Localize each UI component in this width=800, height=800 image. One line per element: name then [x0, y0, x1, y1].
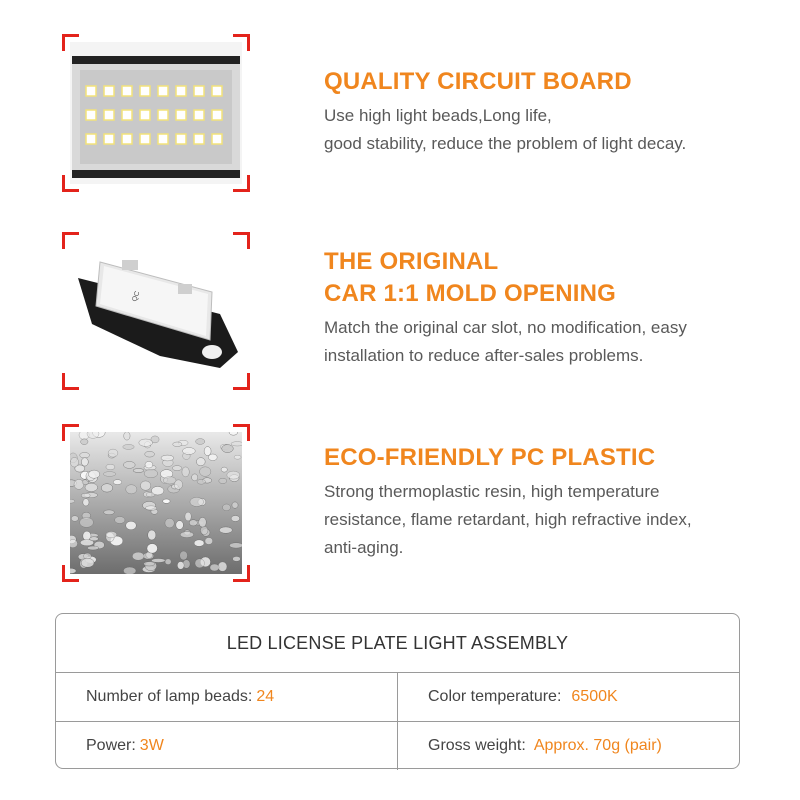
- plastic-pellet: [234, 455, 241, 459]
- plastic-pellet: [145, 451, 155, 457]
- plastic-pellet: [219, 527, 232, 533]
- feature-description: [324, 102, 784, 158]
- plastic-pellet: [133, 469, 144, 473]
- plastic-pellet: [165, 518, 174, 528]
- led-bead: [212, 86, 222, 96]
- plastic-pellet: [222, 445, 234, 453]
- plastic-pellet: [180, 551, 188, 560]
- led-bead: [122, 86, 132, 96]
- desc-line: Strong thermoplastic resin, high temperature: [324, 482, 660, 501]
- spec-label: Gross weight:: [428, 737, 526, 754]
- plastic-pellet: [103, 472, 115, 477]
- led-board-illustration: [70, 42, 242, 184]
- led-bead: [86, 86, 96, 96]
- led-bead: [158, 134, 168, 144]
- plastic-pellet: [89, 470, 100, 478]
- plastic-pellet: [194, 540, 204, 547]
- spec-value: Approx. 70g (pair): [533, 737, 662, 754]
- led-bead: [86, 134, 96, 144]
- plastic-pellet: [140, 481, 150, 490]
- plastic-pellet: [177, 562, 184, 570]
- plastic-pellet: [87, 546, 98, 550]
- plastic-pellet: [223, 504, 231, 511]
- plastic-pellet: [231, 442, 242, 446]
- spec-value: 24: [256, 688, 275, 705]
- plastic-pellet: [81, 439, 88, 445]
- feature-description: [324, 314, 784, 370]
- plastic-pellet: [71, 516, 78, 522]
- plastic-pellet: [70, 499, 75, 503]
- plastic-pellet: [185, 512, 191, 521]
- plastic-pellet: [180, 532, 193, 538]
- plastic-pellet: [204, 447, 211, 456]
- plastic-pellet: [132, 552, 144, 560]
- plastic-pellet: [124, 432, 130, 440]
- plastic-pellet: [139, 439, 153, 446]
- plastic-pellet: [199, 517, 207, 527]
- spec-table: [55, 613, 740, 769]
- plastic-pellet: [90, 537, 99, 541]
- spec-cell-color-temperature: [397, 673, 739, 721]
- led-bead: [104, 134, 114, 144]
- plastic-pellet: [221, 467, 227, 472]
- led-bead: [212, 110, 222, 120]
- feature-description: [324, 478, 784, 562]
- led-bead: [104, 86, 114, 96]
- title-line: ECO-FRIENDLY PC PLASTIC: [324, 444, 656, 471]
- plastic-pellet: [163, 477, 176, 484]
- housing-image: [62, 232, 250, 390]
- spec-cell-lamp-beads: [56, 673, 397, 721]
- plastic-pellet: [123, 567, 136, 574]
- plastic-pellet: [70, 540, 78, 548]
- plastic-pellet: [163, 499, 170, 503]
- plastic-pellet: [208, 454, 217, 461]
- plastic-pellet: [173, 442, 182, 447]
- led-bead: [140, 86, 150, 96]
- plastic-pellet: [113, 480, 122, 485]
- plastic-pellet: [196, 458, 205, 466]
- plastic-pellet: [81, 493, 90, 498]
- plastic-pellet: [80, 452, 90, 458]
- plastic-pellet: [70, 568, 76, 573]
- plastic-pellet: [227, 471, 240, 479]
- svg-text:QC: QC: [131, 290, 142, 303]
- plastic-pellet: [197, 479, 205, 484]
- plastic-pellet: [126, 521, 137, 530]
- spec-label: Power:: [86, 737, 136, 754]
- title-line: QUALITY CIRCUIT BOARD: [324, 68, 632, 95]
- plastic-pellet: [183, 448, 196, 455]
- plastic-pellet: [200, 467, 211, 477]
- spec-title: LED LICENSE PLATE LIGHT ASSEMBLY: [56, 614, 739, 673]
- plastic-pellet: [229, 432, 238, 435]
- plastic-pellet: [231, 516, 240, 522]
- plastic-pellet: [205, 538, 213, 545]
- led-bead: [140, 134, 150, 144]
- led-bead: [122, 110, 132, 120]
- plastic-pellet: [144, 562, 155, 566]
- plastic-pellet: [189, 520, 197, 526]
- spec-row: [56, 673, 739, 722]
- spec-value: 6500K: [571, 688, 618, 705]
- plastic-pellet: [115, 517, 125, 524]
- plastic-pellet: [233, 556, 241, 561]
- plastic-pellets-image: [62, 424, 250, 582]
- spec-label: Number of lamp beads:: [86, 688, 253, 705]
- plastic-pellet: [148, 530, 156, 540]
- plastic-pellet: [218, 562, 227, 572]
- plastic-pellet: [219, 478, 227, 483]
- plastic-pellet: [123, 444, 134, 449]
- plastic-pellet: [81, 558, 94, 567]
- plastic-pellet: [123, 461, 135, 468]
- led-bead: [122, 134, 132, 144]
- plastic-pellet: [151, 559, 165, 563]
- plastic-pellet: [161, 455, 174, 461]
- led-bead: [176, 110, 186, 120]
- plastic-pellet: [101, 484, 112, 492]
- spec-label: Color temperature:: [428, 688, 562, 705]
- led-bead: [158, 110, 168, 120]
- plastic-pellet: [145, 506, 156, 511]
- plastic-pellet: [83, 499, 89, 506]
- plastic-pellet: [190, 497, 204, 506]
- plastic-pellet: [106, 464, 115, 470]
- led-bead: [104, 110, 114, 120]
- housing-illustration: [70, 240, 242, 382]
- desc-line: Use high light beads,Long life,: [324, 106, 552, 125]
- led-bead: [158, 86, 168, 96]
- led-bead: [176, 86, 186, 96]
- plastic-pellet: [70, 457, 78, 467]
- plastic-pellet: [104, 510, 115, 515]
- plastic-pellet: [165, 559, 171, 565]
- spec-value: 3W: [139, 737, 164, 754]
- plastic-pellet: [196, 439, 205, 445]
- plastic-pellet: [195, 559, 205, 568]
- plastic-pellet: [126, 485, 137, 494]
- spec-cell-power: [56, 722, 397, 770]
- feature-title: [324, 442, 784, 474]
- led-bead: [176, 134, 186, 144]
- plastic-pellet: [80, 517, 94, 527]
- plastic-pellet: [108, 449, 118, 457]
- plastic-pellet: [145, 461, 153, 468]
- plastic-pellet: [144, 469, 158, 478]
- feature-title: [324, 66, 784, 98]
- feature-title: [324, 246, 784, 310]
- plastic-pellet: [152, 486, 164, 495]
- led-bead: [140, 110, 150, 120]
- led-bead: [194, 134, 204, 144]
- led-bead: [194, 110, 204, 120]
- pellets-illustration: [70, 432, 242, 574]
- plastic-pellet: [176, 521, 184, 530]
- desc-line: resistance, flame retardant, high refractive index,: [324, 510, 692, 529]
- spec-row: [56, 722, 739, 770]
- plastic-pellet: [210, 564, 219, 571]
- plastic-pellet: [147, 544, 158, 554]
- desc-line: good stability, reduce the problem of light decay.: [324, 134, 687, 153]
- desc-line: anti-aging.: [324, 538, 404, 557]
- plastic-pellet: [182, 467, 189, 477]
- led-bead: [86, 110, 96, 120]
- circuit-board-image: [62, 34, 250, 192]
- spec-cell-gross-weight: [397, 722, 739, 770]
- plastic-pellet: [200, 526, 208, 534]
- title-line: THE ORIGINAL: [324, 248, 499, 275]
- desc-line: Match the original car slot, no modification, easy: [324, 318, 687, 337]
- plastic-pellet: [172, 466, 182, 471]
- plastic-pellet: [232, 502, 238, 508]
- desc-line: installation to reduce after-sales problems.: [324, 346, 644, 365]
- plastic-pellet: [106, 531, 117, 537]
- title-line: CAR 1:1 MOLD OPENING: [324, 280, 617, 307]
- plastic-pellet: [81, 458, 88, 466]
- led-bead: [194, 86, 204, 96]
- plastic-pellet: [192, 474, 198, 481]
- led-bead: [212, 134, 222, 144]
